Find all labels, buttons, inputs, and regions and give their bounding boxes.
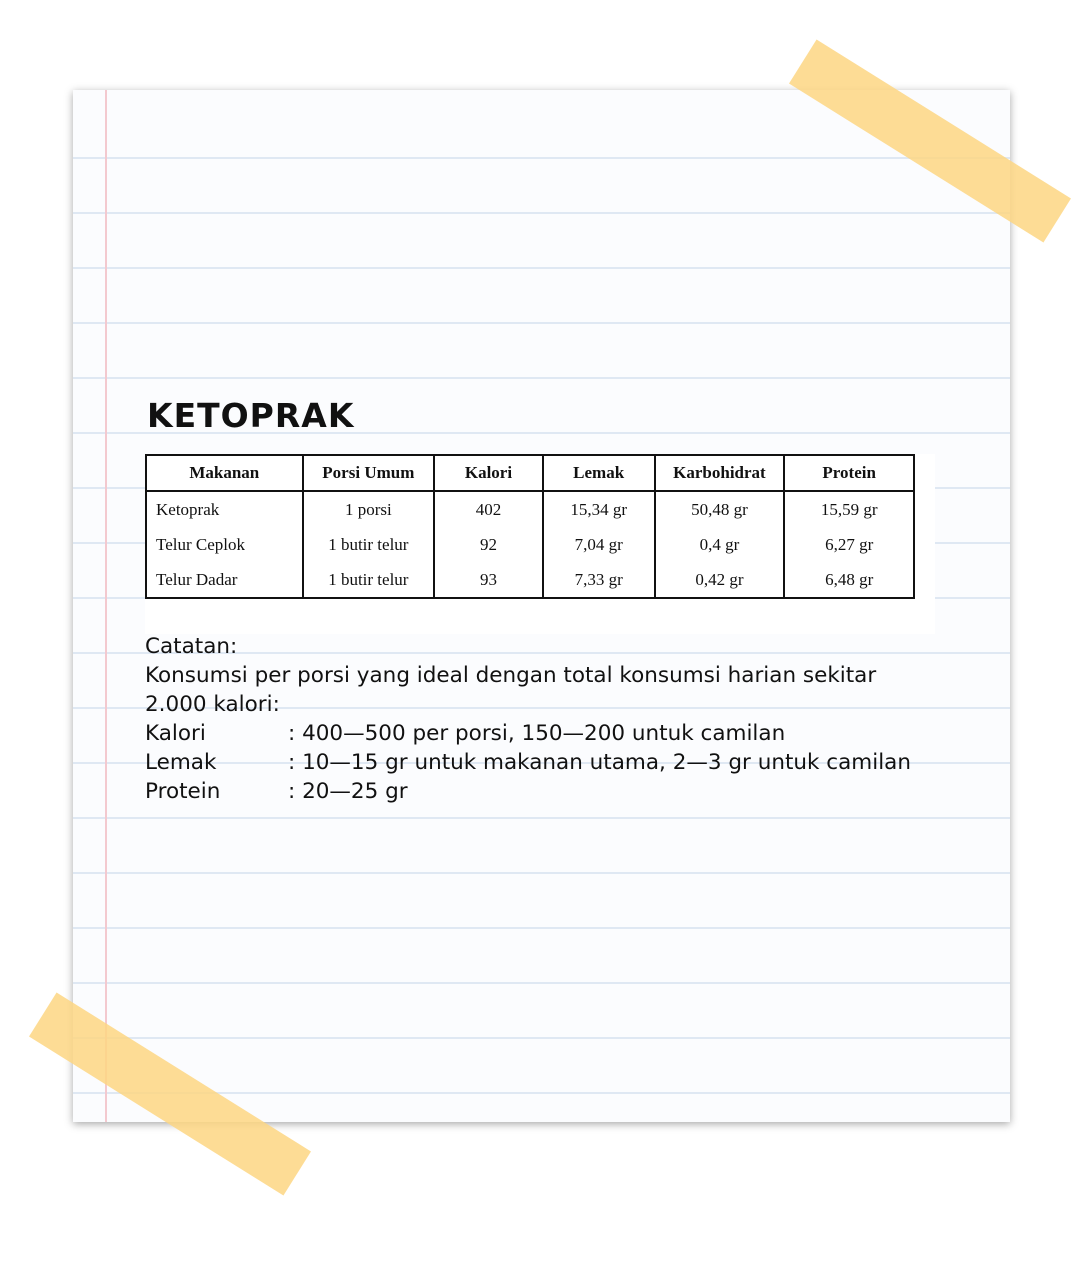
nutrition-table xyxy=(145,454,915,599)
cell-kalori: 402 xyxy=(434,491,543,527)
note-value: : 400—500 per porsi, 150—200 untuk camilan xyxy=(288,721,786,746)
margin-line xyxy=(105,90,107,1122)
cell-makanan: Telur Ceplok xyxy=(146,527,303,562)
notes-heading: Catatan: xyxy=(145,634,238,659)
cell-porsi-umum: 1 butir telur xyxy=(303,527,435,562)
note-label: Kalori xyxy=(145,721,206,746)
column-header-protein: Protein xyxy=(784,455,914,491)
table-row xyxy=(146,491,914,527)
cell-makanan: Ketoprak xyxy=(146,491,303,527)
note-value: : 10—15 gr untuk makanan utama, 2—3 gr untuk camilan xyxy=(288,750,911,775)
column-header-lemak: Lemak xyxy=(543,455,655,491)
cell-lemak: 7,04 gr xyxy=(543,527,655,562)
cell-porsi-umum: 1 butir telur xyxy=(303,562,435,598)
cell-karbohidrat: 0,4 gr xyxy=(655,527,785,562)
column-header-kalori: Kalori xyxy=(434,455,543,491)
cell-lemak: 15,34 gr xyxy=(543,491,655,527)
table-header-row xyxy=(146,455,914,491)
note-label: Protein xyxy=(145,779,221,804)
page-title: KETOPRAK xyxy=(147,396,355,435)
notes-section xyxy=(145,632,965,806)
table-row xyxy=(146,527,914,562)
cell-kalori: 92 xyxy=(434,527,543,562)
note-label: Lemak xyxy=(145,750,217,775)
table-row xyxy=(146,562,914,598)
cell-karbohidrat: 0,42 gr xyxy=(655,562,785,598)
cell-porsi-umum: 1 porsi xyxy=(303,491,435,527)
cell-lemak: 7,33 gr xyxy=(543,562,655,598)
cell-protein: 6,27 gr xyxy=(784,527,914,562)
note-value: : 20—25 gr xyxy=(288,779,408,804)
column-header-karbohidrat: Karbohidrat xyxy=(655,455,785,491)
column-header-porsi-umum: Porsi Umum xyxy=(303,455,435,491)
note-item-protein xyxy=(145,777,965,806)
cell-protein: 6,48 gr xyxy=(784,562,914,598)
notes-intro-line-2: 2.000 kalori: xyxy=(145,692,280,717)
cell-protein: 15,59 gr xyxy=(784,491,914,527)
notes-intro-line-1: Konsumsi per porsi yang ideal dengan total konsumsi harian sekitar xyxy=(145,663,877,688)
note-item-lemak xyxy=(145,748,965,777)
nutrition-table-area xyxy=(145,454,935,634)
column-header-makanan: Makanan xyxy=(146,455,303,491)
note-item-kalori xyxy=(145,719,965,748)
cell-karbohidrat: 50,48 gr xyxy=(655,491,785,527)
cell-kalori: 93 xyxy=(434,562,543,598)
cell-makanan: Telur Dadar xyxy=(146,562,303,598)
